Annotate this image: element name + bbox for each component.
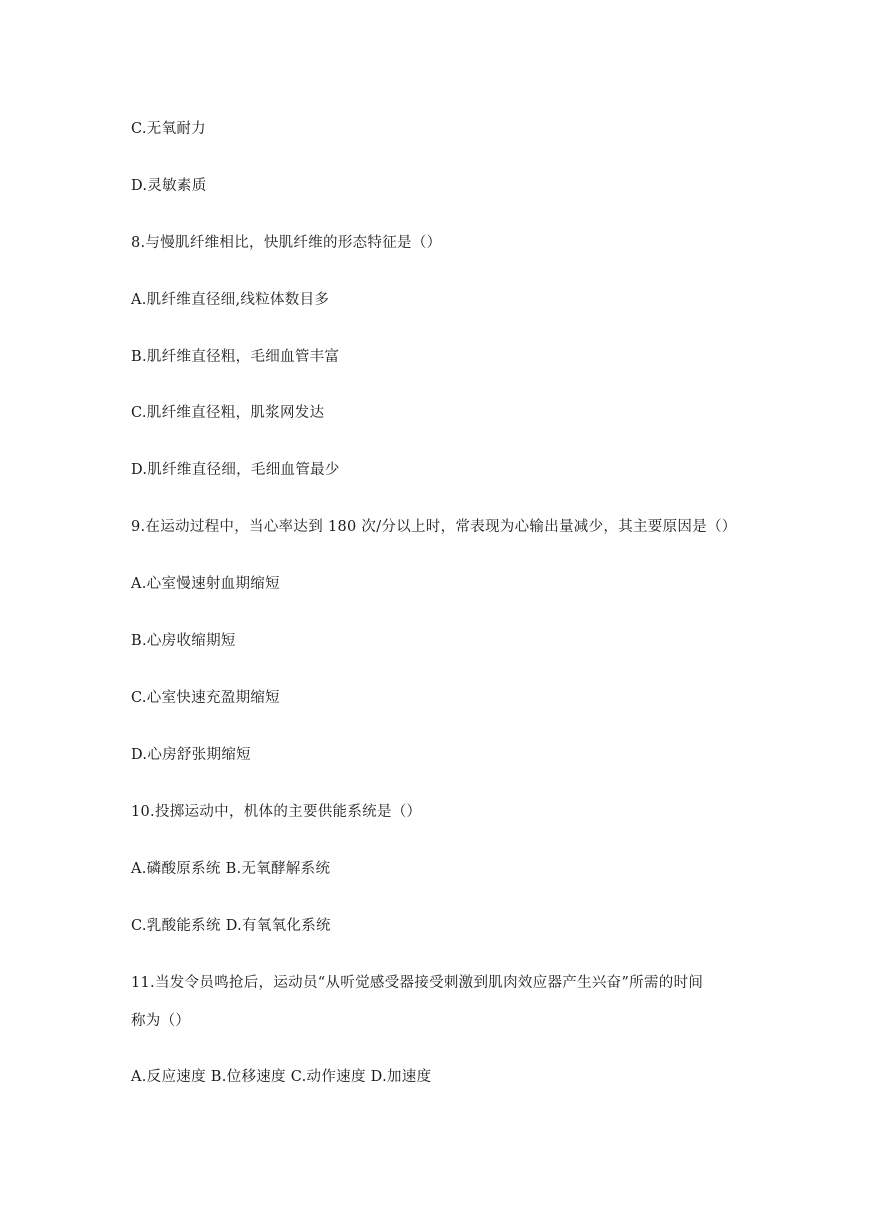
q9-option-a: A.心室慢速射血期缩短 bbox=[131, 576, 280, 592]
q9-option-c: C.心室快速充盈期缩短 bbox=[131, 690, 280, 706]
q7-option-d: D.灵敏素质 bbox=[131, 178, 207, 194]
q8-option-d: D.肌纤维直径细，毛细血管最少 bbox=[131, 462, 340, 478]
q10-options-ab: A.磷酸原系统 B.无氧酵解系统 bbox=[131, 861, 331, 877]
q9-stem: 9.在运动过程中，当心率达到 180 次/分以上时，常表现为心输出量减少，其主要原因是（） bbox=[131, 519, 737, 535]
q11-options: A.反应速度 B.位移速度 C.动作速度 D.加速度 bbox=[131, 1069, 432, 1085]
q10-stem: 10.投掷运动中，机体的主要供能系统是（） bbox=[131, 804, 422, 820]
q7-option-c: C.无氧耐力 bbox=[131, 121, 206, 137]
q10-options-cd: C.乳酸能系统 D.有氧氧化系统 bbox=[131, 918, 331, 934]
q9-option-d: D.心房舒张期缩短 bbox=[131, 747, 251, 763]
q8-option-c: C.肌纤维直径粗，肌浆网发达 bbox=[131, 405, 325, 421]
q11-stem-line1: 11.当发令员鸣抢后，运动员“从听觉感受器接受刺激到肌肉效应器产生兴奋”所需的时间 bbox=[131, 975, 704, 991]
q11-stem-line2: 称为（） bbox=[131, 1013, 191, 1029]
q9-option-b: B.心房收缩期短 bbox=[131, 633, 236, 649]
q8-stem: 8.与慢肌纤维相比，快肌纤维的形态特征是（） bbox=[131, 235, 442, 251]
q8-option-b: B.肌纤维直径粗，毛细血管丰富 bbox=[131, 349, 340, 365]
q8-option-a: A.肌纤维直径细,线粒体数目多 bbox=[131, 292, 330, 308]
